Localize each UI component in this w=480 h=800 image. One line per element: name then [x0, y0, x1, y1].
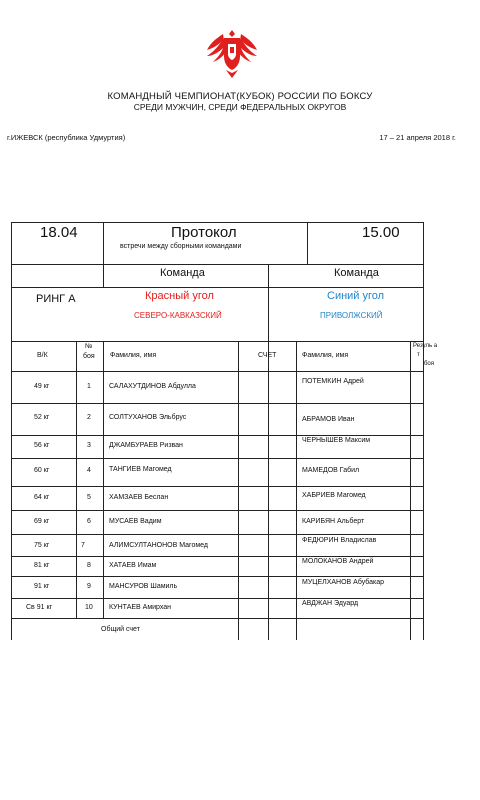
bout-number: 6 [87, 518, 91, 525]
bout-weight: 69 кг [34, 518, 50, 525]
protocol-subtitle: встречи между сборными командами [120, 243, 242, 250]
col-bout-no: № [85, 343, 93, 350]
bout-number: 1 [87, 383, 91, 390]
bout-weight: 56 кг [34, 442, 50, 449]
bout-weight: 64 кг [34, 494, 50, 501]
blue-boxer: ПОТЕМКИН Адрей [302, 378, 364, 385]
blue-boxer: АБРАМОВ Иван [302, 416, 355, 423]
bout-weight: Св 91 кг [26, 604, 53, 611]
protocol-date: 18.04 [40, 224, 78, 241]
bout-number: 10 [85, 604, 93, 611]
col-bout-no-2: боя [83, 353, 95, 360]
blue-boxer: МАМЕДОВ Габил [302, 467, 360, 474]
red-team-name: СЕВЕРО-КАВКАЗСКИЙ [134, 311, 222, 320]
red-boxer: СОЛТУХАНОВ Эльбрус [109, 414, 187, 421]
red-boxer: ХАТАЕВ Имам [109, 562, 157, 569]
blue-corner-label: Синий угол [327, 290, 385, 302]
event-dates: 17 – 21 апреля 2018 г. [379, 133, 456, 142]
bout-weight: 49 кг [34, 383, 50, 390]
team-label-blue: Команда [334, 267, 379, 279]
bout-number: 4 [87, 467, 91, 474]
protocol-title: Протокол [171, 224, 237, 241]
venue-city: г.ИЖЕВСК (республика Удмуртия) [7, 133, 126, 142]
federation-emblem [201, 26, 263, 80]
team-label-red: Команда [160, 267, 205, 279]
blue-boxer: ЧЕРНЫШЕВ Максим [302, 437, 371, 444]
red-boxer: ДЖАМБУРАЕВ Ризван [109, 442, 183, 449]
red-boxer: АЛИМСУЛТАНОНОВ Магомед [109, 542, 208, 549]
bout-weight: 52 кг [34, 414, 50, 421]
col-score: СЧЕТ [258, 352, 277, 359]
red-boxer: САЛАХУТДИНОВ Абдулла [109, 383, 196, 390]
col-result-3: боя [424, 361, 435, 367]
bout-number: 7 [81, 542, 85, 549]
col-result-2: т [417, 352, 420, 358]
bout-number: 8 [87, 562, 91, 569]
bout-weight: 60 кг [34, 467, 50, 474]
bout-number: 2 [87, 414, 91, 421]
bout-number: 9 [87, 583, 91, 590]
championship-title: КОМАНДНЫЙ ЧЕМПИОНАТ(КУБОК) РОССИИ ПО БОКСУ [107, 91, 373, 102]
col-result: Резуль а [413, 343, 438, 349]
col-weight: В/К [37, 352, 48, 359]
total-score-label: Общий счет [101, 626, 140, 633]
bout-number: 3 [87, 442, 91, 449]
blue-team-name: ПРИВОЛЖСКИЙ [320, 311, 383, 320]
bout-number: 5 [87, 494, 91, 501]
red-boxer: МАНСУРОВ Шамиль [109, 583, 178, 590]
bout-weight: 91 кг [34, 583, 50, 590]
red-corner-label: Красный угол [145, 290, 214, 302]
blue-boxer: ХАБРИЕВ Магомед [302, 492, 366, 499]
red-boxer: ХАМЗАЕВ Беслан [109, 494, 169, 501]
blue-boxer: ФЕДЮРИН Владислав [302, 537, 377, 544]
red-boxer: ТАНГИЕВ Магомед [109, 466, 172, 473]
bout-weight: 75 кг [34, 542, 50, 549]
bout-weight: 81 кг [34, 562, 50, 569]
championship-subtitle: СРЕДИ МУЖЧИН, СРЕДИ ФЕДЕРАЛЬНЫХ ОКРУГОВ [133, 102, 347, 112]
protocol-time: 15.00 [362, 224, 400, 241]
col-name-red: Фамилия, имя [110, 352, 157, 359]
ring-label: РИНГ А [36, 293, 76, 305]
blue-boxer: МОЛОКАНОВ Андрей [302, 558, 374, 565]
red-boxer: МУСАЕВ Вадим [109, 518, 162, 525]
blue-boxer: КАРИБЯН Альберт [302, 518, 365, 525]
col-name-blue: Фамилия, имя [302, 352, 349, 359]
blue-boxer: МУЦЕЛХАНОВ Абубакар [302, 579, 385, 586]
blue-boxer: АВДЖАН Эдуард [302, 600, 359, 607]
red-boxer: КУНТАЕВ Амирхан [109, 604, 172, 611]
